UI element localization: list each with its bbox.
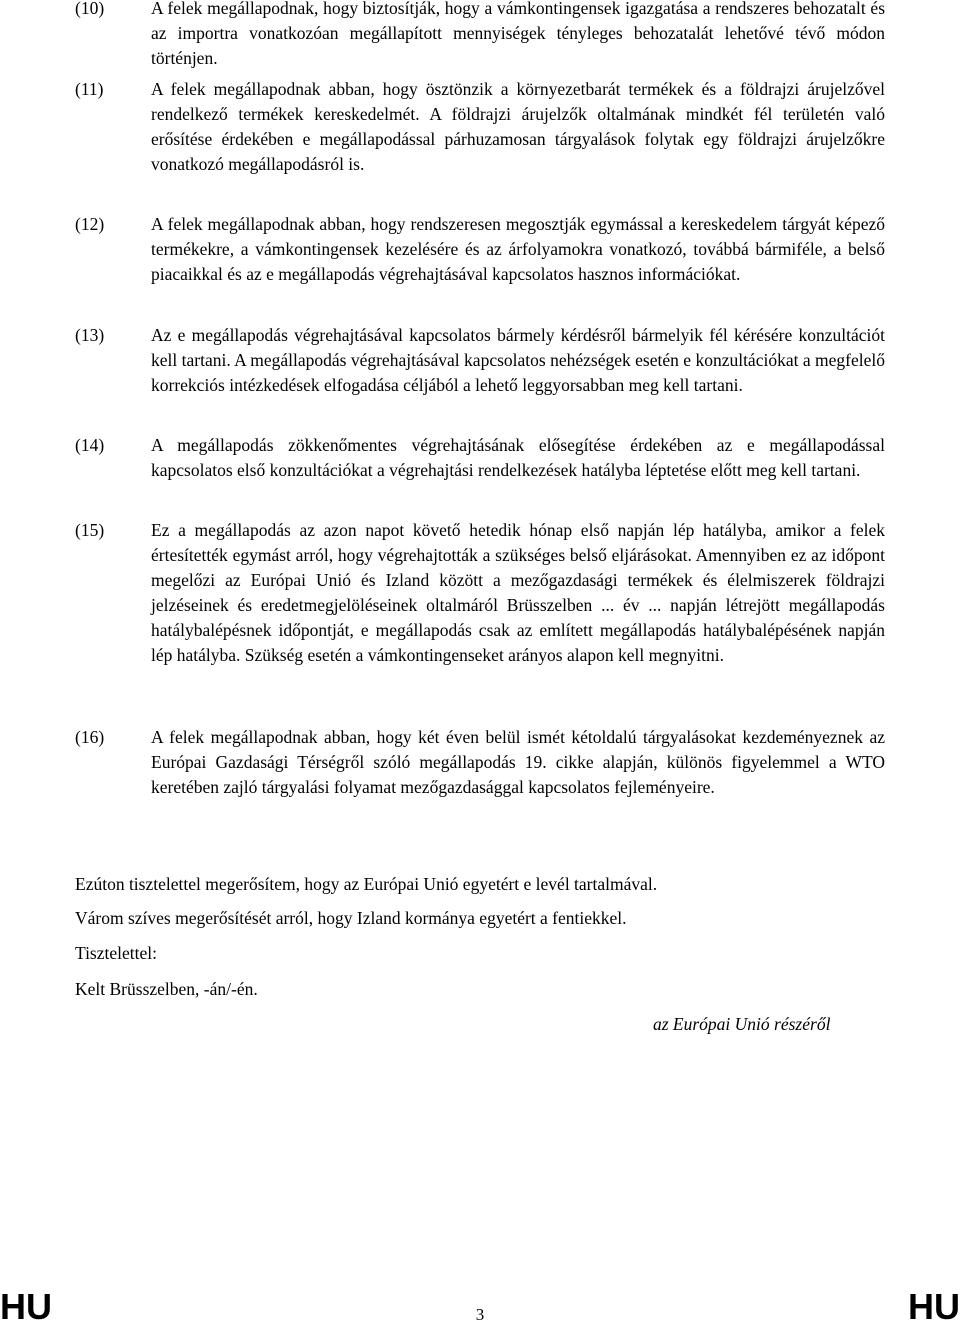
- paragraph-text: A felek megállapodnak abban, hogy ösztönzik a környezetbarát termékek és a földrajzi árujelzővel rendelkező termékek kereskedelmét. A földrajzi árujelzők oltalmának mindkét fél területén való erősítése érdekében e megállapodással párhuzamosan tárgyalások folytak egy földrajzi árujelzőkre vonatkozó megállapodásról is.: [151, 79, 885, 174]
- paragraph-number: (12): [75, 214, 105, 234]
- paragraph-number: (14): [75, 435, 105, 455]
- closing-request: Várom szíves megerősítését arról, hogy Izland kormánya egyetért a fentiekkel.: [75, 908, 627, 928]
- footer-language-left: HU: [0, 1286, 52, 1327]
- closing-confirmation: Ezúton tisztelettel megerősítem, hogy az Európai Unió egyetért e levél tartalmával.: [75, 874, 658, 894]
- signature-line: az Európai Unió részéről: [653, 1014, 831, 1034]
- paragraph-10: [75, 0, 885, 71]
- paragraph-11: [75, 77, 885, 177]
- paragraph-text: A felek megállapodnak abban, hogy két éven belül ismét kétoldalú tárgyalásokat kezdeményeznek az Európai Gazdasági Térségről szóló megállapodás 19. cikke alapján, különös figyelemmel a WTO keretében zajló tárgyalási folyamat mezőgazdasággal kapcsolatos fejleményeire.: [151, 727, 885, 797]
- footer-language-right: HU: [908, 1286, 960, 1327]
- paragraph-15: [75, 518, 885, 667]
- paragraph-text: A megállapodás zökkenőmentes végrehajtásának elősegítése érdekében az e megállapodással kapcsolatos első konzultációkat a végrehajtási rendelkezések hatályba léptetése előtt meg kell tartani.: [151, 435, 885, 480]
- salutation: Tisztelettel:: [75, 943, 157, 963]
- paragraph-text: A felek megállapodnak, hogy biztosítják, hogy a vámkontingensek igazgatása a rendszeres behozatalt és az importra vonatkozóan megállapított mennyiségek tényleges behozatalát lehetővé tévő módon történjen.: [151, 0, 885, 68]
- place-and-date: Kelt Brüsszelben, -án/-én.: [75, 979, 258, 999]
- paragraph-12: [75, 212, 885, 287]
- paragraph-number: (11): [75, 79, 104, 99]
- page-number: 3: [475, 1305, 485, 1324]
- paragraph-13: [75, 323, 885, 398]
- paragraph-number: (16): [75, 727, 105, 747]
- paragraph-number: (15): [75, 520, 105, 540]
- paragraph-text: Ez a megállapodás az azon napot követő hetedik hónap első napján lép hatályba, amikor a felek értesítették egymást arról, hogy végrehajtották a szükséges belső eljárásokat. Amennyiben ez az időpont megelőzi az Európai Unió és Izland között a mezőgazdasági termékek és élelmiszerek földrajzi jelzéseinek és eredetmegjelöléseinek oltalmáról Brüsszelben ... év ... napján létrejött megállapodás hatálybalépésnek időpontját, e megállapodás csak az említett megállapodás hatálybalépésének napján lép hatályba. Szükség esetén a vámkontingenseket arányos alapon kell megnyitni.: [151, 520, 885, 665]
- paragraph-text: Az e megállapodás végrehajtásával kapcsolatos bármely kérdésről bármelyik fél kérésére konzultációt kell tartani. A megállapodás végrehajtásával kapcsolatos nehézségek esetén e konzultációkat a megfelelő korrekciós intézkedések elfogadása céljából a lehető leggyorsabban meg kell tartani.: [151, 325, 885, 395]
- paragraph-14: [75, 433, 885, 483]
- paragraph-text: A felek megállapodnak abban, hogy rendszeresen megosztják egymással a kereskedelem tárgyát képező termékekre, a vámkontingensek kezelésére és az árfolyamokra vonatkozó, továbbá bármiféle, a belső piacaikkal és az e megállapodás végrehajtásával kapcsolatos hasznos információkat.: [151, 214, 885, 284]
- paragraph-16: [75, 725, 885, 800]
- paragraph-number: (10): [75, 0, 105, 18]
- paragraph-number: (13): [75, 325, 105, 345]
